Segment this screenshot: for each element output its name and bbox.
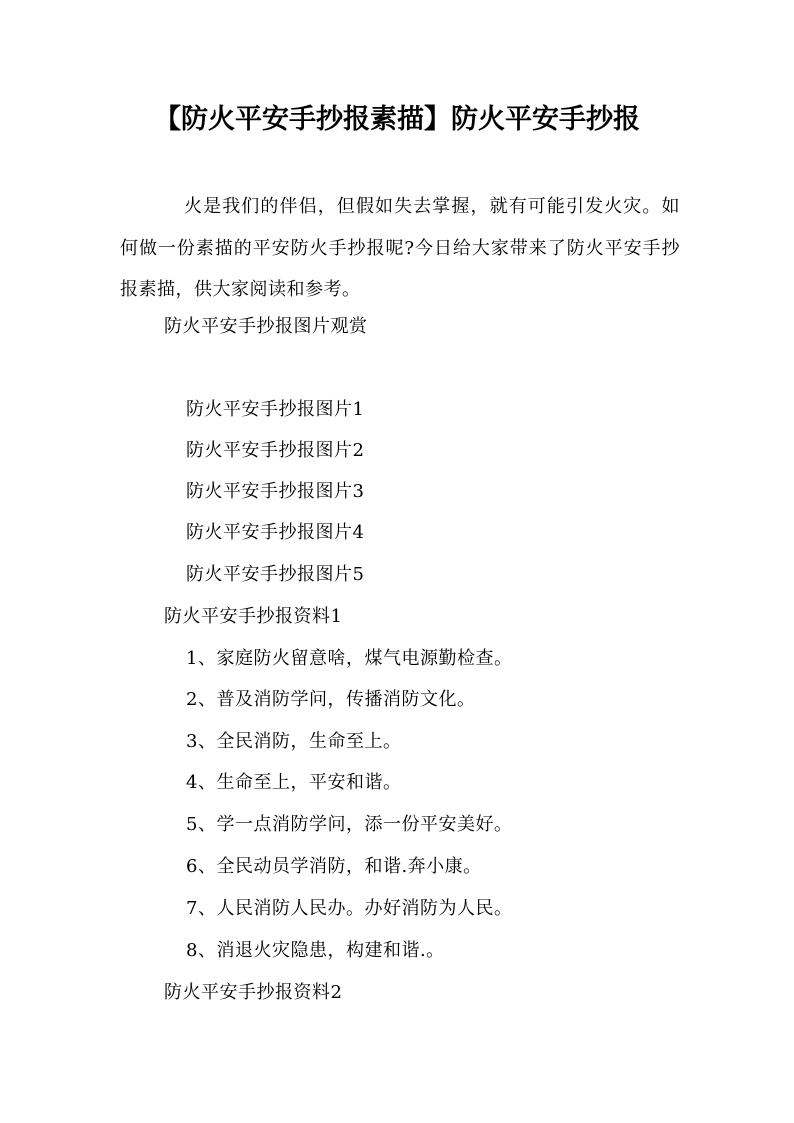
image-caption: 防火平安手抄报图片2 — [186, 440, 365, 461]
slogan-item: 8、消退火灾隐患，构建和谐.。 — [186, 940, 445, 961]
image-caption: 防火平安手抄报图片1 — [186, 399, 365, 420]
gallery-heading: 防火平安手抄报图片观赏 — [164, 316, 368, 337]
slogan-item: 3、全民消防，生命至上。 — [186, 731, 402, 752]
document-title: 【防火平安手抄报素描】防火平安手抄报 — [154, 104, 640, 135]
slogan-item: 2、普及消防学问，传播消防文化。 — [186, 689, 476, 710]
section-heading-2: 防火平安手抄报资料2 — [164, 982, 343, 1003]
slogan-item: 5、学一点消防学问，添一份平安美好。 — [186, 814, 513, 835]
image-caption: 防火平安手抄报图片5 — [186, 564, 365, 585]
intro-paragraph: 火是我们的伴侣，但假如失去掌握，就有可能引发火灾。如何做一份素描的平安防火手抄报呢?今日给大家带来了防火平安手抄报素描，供大家阅读和参考。 — [120, 196, 680, 300]
slogan-item: 6、全民动员学消防，和谐.奔小康。 — [186, 856, 482, 877]
image-caption: 防火平安手抄报图片3 — [186, 481, 365, 502]
slogan-item: 7、人民消防人民办。办好消防为人民。 — [186, 898, 513, 919]
slogan-item: 4、生命至上，平安和谐。 — [186, 772, 402, 793]
section-heading-1: 防火平安手抄报资料1 — [164, 606, 343, 627]
slogan-item: 1、家庭防火留意啥，煤气电源勤检查。 — [186, 648, 513, 669]
image-caption: 防火平安手抄报图片4 — [186, 522, 365, 543]
